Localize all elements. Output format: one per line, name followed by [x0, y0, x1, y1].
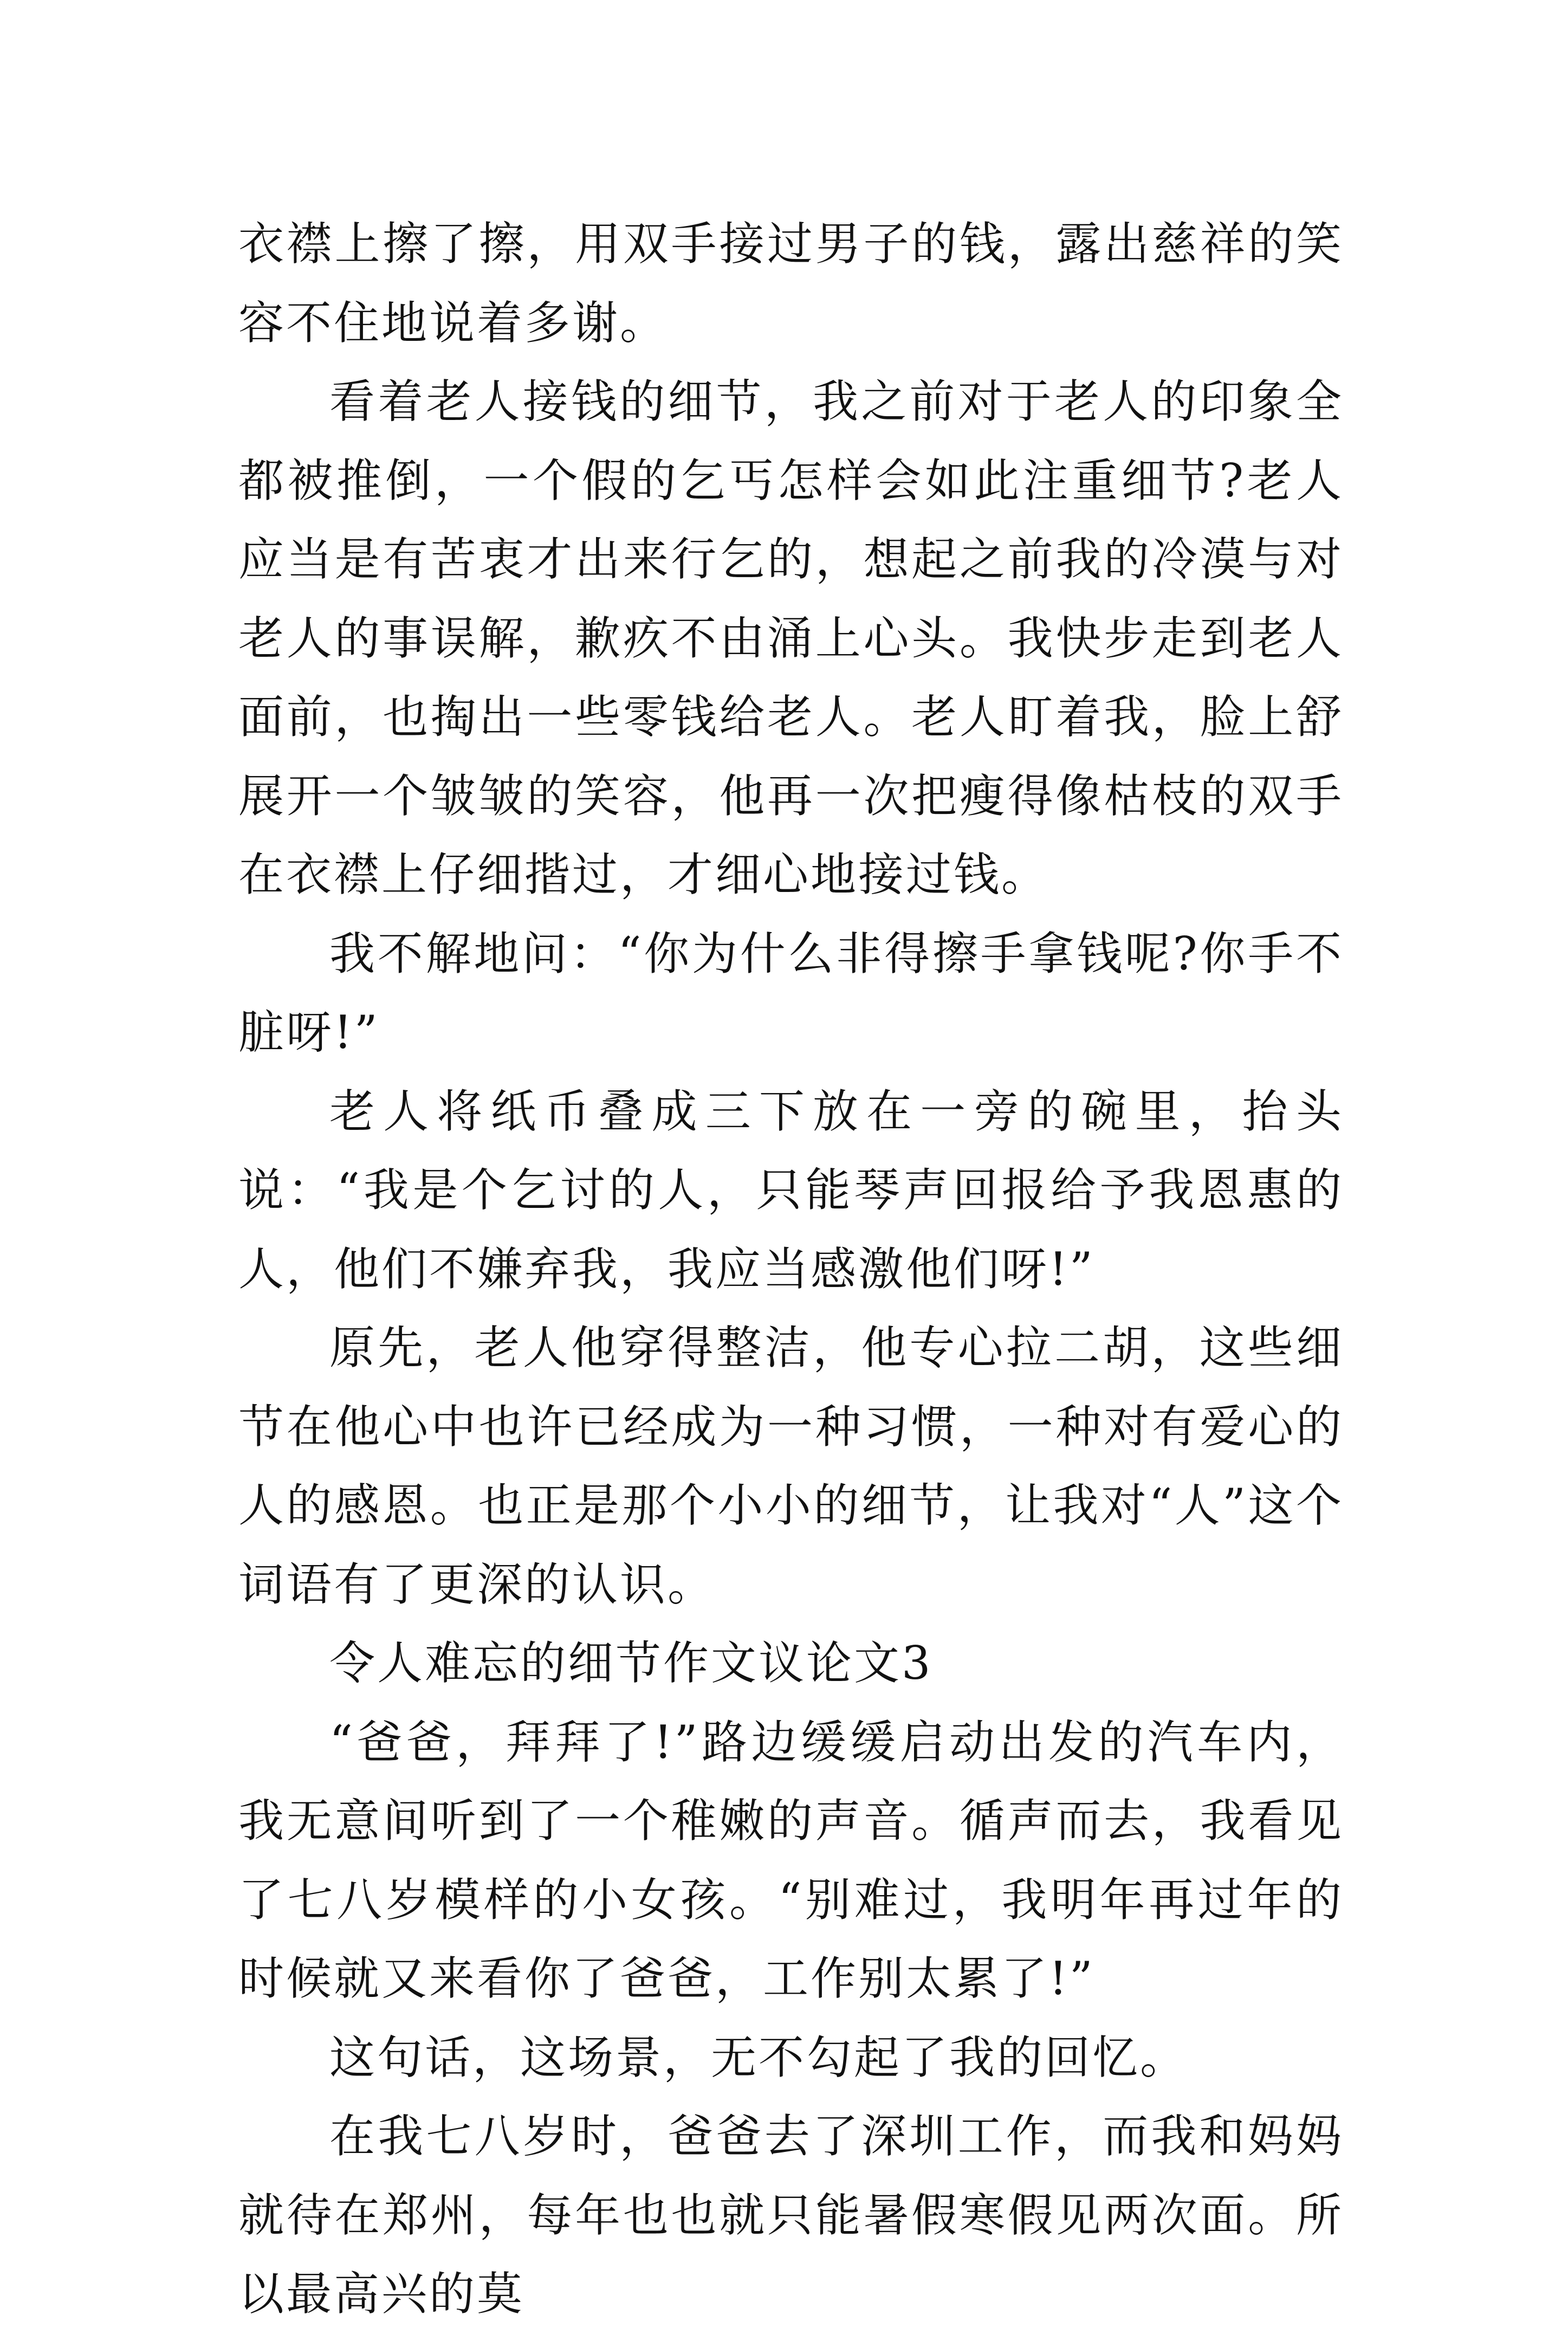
section-heading: 令人难忘的细节作文议论文3: [329, 1637, 933, 1690]
paragraph-conclusion: 原先，老人他穿得整洁，他专心拉二胡，这些细节在他心中也许已经成为一种习惯，一种对有爱心的人的感恩。也正是那个小小的细节，让我对“人”这个词语有了更深的认识。: [238, 1321, 1344, 1611]
paragraph-continuation: 衣襟上擦了擦，用双手接过男子的钱，露出慈祥的笑容不住地说着多谢。: [238, 217, 1344, 350]
paragraph-goodbye-dad: “爸爸，拜拜了!”路边缓缓启动出发的汽车内，我无意间听到了一个稚嫩的声音。循声而去，我看见了七八岁模样的小女孩。“别难过，我明年再过年的时候就又来看你了爸爸，工作别太累了!”: [238, 1715, 1344, 2005]
article-body: [238, 205, 1344, 2334]
paragraph-childhood: 在我七八岁时，爸爸去了深圳工作，而我和妈妈就待在郑州，每年也也就只能暑假寒假见两次面。所以最高兴的莫: [238, 2110, 1344, 2320]
paragraph-old-man-details: 看着老人接钱的细节，我之前对于老人的印象全都被推倒，一个假的乞丐怎样会如此注重细节?老人应当是有苦衷才出来行乞的，想起之前我的冷漠与对老人的事误解，歉疚不由涌上心头。我快步走到老人面前，也掏出一些零钱给老人。老人盯着我，脸上舒展开一个皱皱的笑容，他再一次把瘦得像枯枝的双手在衣襟上仔细揩过，才细心地接过钱。: [238, 375, 1344, 901]
paragraph-question: 我不解地问：“你为什么非得擦手拿钱呢?你手不脏呀!”: [238, 927, 1344, 1059]
paragraph-memory: 这句话，这场景，无不勾起了我的回忆。: [329, 2031, 1188, 2084]
paragraph-old-man-answer: 老人将纸币叠成三下放在一旁的碗里，抬头说：“我是个乞讨的人，只能琴声回报给予我恩惠的人，他们不嫌弃我，我应当感激他们呀!”: [238, 1084, 1344, 1296]
